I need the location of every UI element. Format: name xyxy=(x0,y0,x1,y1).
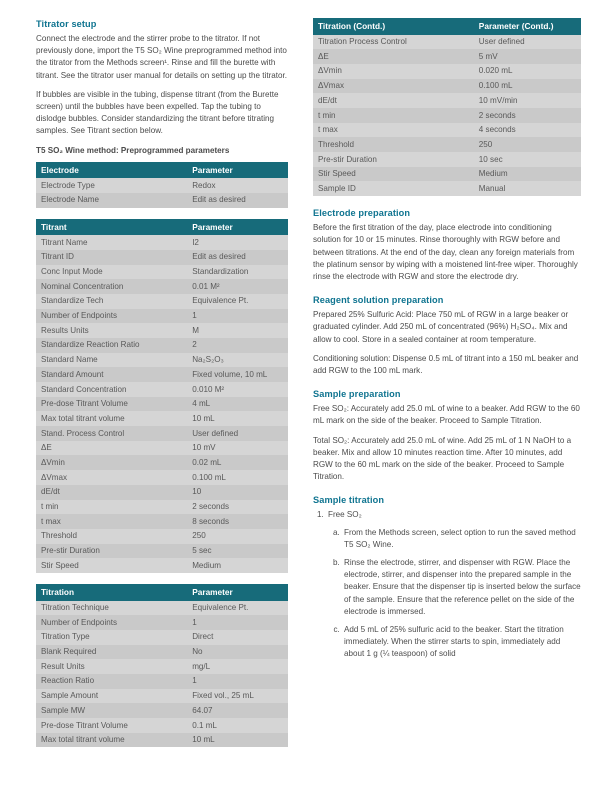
row-value: 4 mL xyxy=(187,397,288,412)
titrant-parameters-table xyxy=(36,219,288,573)
table-row xyxy=(36,265,288,280)
row-value: 0.010 M² xyxy=(187,382,288,397)
column-header-electrode: Electrode xyxy=(36,162,187,179)
column-header-titration-contd: Titration (Contd.) xyxy=(313,18,474,35)
table-row xyxy=(36,544,288,559)
heading-reagent-solution-preparation: Reagent solution preparation xyxy=(313,295,444,306)
row-value: 2 xyxy=(187,338,288,353)
row-label: Max total titrant volume xyxy=(36,733,187,748)
table-row xyxy=(313,123,581,138)
row-label: Pre-dose Titrant Volume xyxy=(36,718,187,733)
table-row xyxy=(36,441,288,456)
titrant-table-body xyxy=(36,235,288,573)
table-row xyxy=(313,93,581,108)
list-item: a. From the Methods screen, select option to run the saved method T5 SO₂ Wine. xyxy=(342,527,581,551)
row-label: Threshold xyxy=(313,137,474,152)
column-header-titration: Titration xyxy=(36,584,187,601)
table-header-row xyxy=(36,219,288,236)
row-label: Standard Concentration xyxy=(36,382,187,397)
titrator-setup-paragraph-2: If bubbles are visible in the tubing, dispense titrant (from the Burette screen) until the bubbles have been expelled. Tap the tubing to dislodge bubbles. Consider standardizing the titrant before titrating samples. See Titrant section below. xyxy=(36,89,279,136)
row-label: Results Units xyxy=(36,323,187,338)
table-row xyxy=(36,426,288,441)
table-row xyxy=(36,235,288,250)
row-value: 10 xyxy=(187,485,288,500)
row-value: Na₂S₂O₃ xyxy=(187,353,288,368)
table-row xyxy=(36,630,288,645)
row-label: Electrode Type xyxy=(36,178,187,193)
row-value: 0.02 mL xyxy=(187,455,288,470)
row-label: Sample ID xyxy=(313,181,474,196)
row-label: Pre-dose Titrant Volume xyxy=(36,397,187,412)
row-label: Sample MW xyxy=(36,703,187,718)
heading-electrode-preparation: Electrode preparation xyxy=(313,208,411,219)
row-label: Titrant ID xyxy=(36,250,187,265)
row-value: Redox xyxy=(187,178,288,193)
row-label: Pre-stir Duration xyxy=(313,152,474,167)
row-value: 250 xyxy=(187,529,288,544)
row-label: Sample Amount xyxy=(36,689,187,704)
table-row xyxy=(36,455,288,470)
table-row xyxy=(36,674,288,689)
row-label: Reaction Ratio xyxy=(36,674,187,689)
table-row xyxy=(36,529,288,544)
row-value: 0.100 mL xyxy=(474,79,581,94)
table-row xyxy=(313,181,581,196)
row-label: Stir Speed xyxy=(313,167,474,182)
row-label: Conc Input Mode xyxy=(36,265,187,280)
row-value: Edit as desired xyxy=(187,250,288,265)
row-value: Equivalence Pt. xyxy=(187,294,288,309)
row-label: Result Units xyxy=(36,659,187,674)
table-row xyxy=(313,79,581,94)
row-label: Number of Endpoints xyxy=(36,309,187,324)
table-row xyxy=(36,703,288,718)
row-value: Medium xyxy=(474,167,581,182)
row-value: 8 seconds xyxy=(187,514,288,529)
row-label: Nominal Concentration xyxy=(36,279,187,294)
row-value: mg/L xyxy=(187,659,288,674)
row-label: Stand. Process Control xyxy=(36,426,187,441)
table-row xyxy=(36,323,288,338)
right-column xyxy=(313,18,581,666)
row-label: ΔVmax xyxy=(36,470,187,485)
left-column xyxy=(36,18,288,758)
row-value: 0.1 mL xyxy=(187,718,288,733)
table-row xyxy=(36,338,288,353)
table-row xyxy=(36,367,288,382)
table-row xyxy=(36,294,288,309)
row-value: 10 sec xyxy=(474,152,581,167)
table-row xyxy=(36,733,288,748)
row-label: Standardize Tech xyxy=(36,294,187,309)
row-value: Equivalence Pt. xyxy=(187,601,288,616)
electrode-preparation-paragraph-1: Before the first titration of the day, place electrode into conditioning solution for 10 or 15 minutes. Rinse thoroughly with RGW before and between titrations. At the end of the day, clean any foreign materials from the platinum sensor by wiping with a moistened lint-free wiper. Thoroughly rinse the electrode with RGW and store the electrode dry. xyxy=(313,223,578,281)
table-row xyxy=(36,470,288,485)
titrator-setup-paragraph-1: Connect the electrode and the stirrer probe to the titrator. If not previously done, import the T5 SO₂ Wine preprogrammed method into the titrator from the Methods screen¹. Rinse and fill the burette with titrant. See the titrator user manual for details on setting up the titrator. xyxy=(36,34,288,80)
table-row xyxy=(36,558,288,573)
row-label: dE/dt xyxy=(313,93,474,108)
sample-preparation-paragraph-2: Total SO₂: Accurately add 25.0 mL of wine. Add 25 mL of 1 N NaOH to a beaker. Mix and allow 10 minutes reaction time. After 10 minutes, add RGW to the 60 mL mark on the side of the beaker. Proceed to Sample Titration. xyxy=(313,435,572,482)
reagent-preparation-paragraph-1: Prepared 25% Sulfuric Acid: Place 750 mL of RGW in a large beaker or graduated cylinder. Add 250 mL of concentrated (96%) H₂SO₄. Mix and allow to cool. Store in a sealed container at room temperature. xyxy=(313,310,569,344)
table-row xyxy=(36,615,288,630)
row-value: Direct xyxy=(187,630,288,645)
table-row xyxy=(36,279,288,294)
table-row xyxy=(36,309,288,324)
sample-preparation-paragraph-1: Free SO₂: Accurately add 25.0 mL of wine to a beaker. Add RGW to the 60 mL mark on the side of the beaker. Proceed to Sample Titration. xyxy=(313,404,580,426)
row-label: ΔVmax xyxy=(313,79,474,94)
titration-contd-parameters-table xyxy=(313,18,581,196)
table-row xyxy=(36,601,288,616)
table-row xyxy=(313,108,581,123)
row-value: 1 xyxy=(187,674,288,689)
table-row xyxy=(36,689,288,704)
row-label: Titrant Name xyxy=(36,235,187,250)
row-label: ΔE xyxy=(36,441,187,456)
table-row xyxy=(36,250,288,265)
list-item-label: Free SO₂ xyxy=(328,510,362,520)
column-header-parameter: Parameter xyxy=(187,584,288,601)
row-label: ΔVmin xyxy=(36,455,187,470)
row-label: Standard Name xyxy=(36,353,187,368)
row-value: 0.100 mL xyxy=(187,470,288,485)
heading-sample-titration: Sample titration xyxy=(313,495,385,506)
row-value: User defined xyxy=(474,35,581,50)
row-value: 0.020 mL xyxy=(474,64,581,79)
row-value: 10 mV xyxy=(187,441,288,456)
row-value: 2 seconds xyxy=(474,108,581,123)
row-label: t max xyxy=(36,514,187,529)
row-label: t min xyxy=(313,108,474,123)
table-header-row xyxy=(36,584,288,601)
column-header-parameter: Parameter xyxy=(187,162,288,179)
table-row xyxy=(36,193,288,208)
row-label: Pre-stir Duration xyxy=(36,544,187,559)
row-value: User defined xyxy=(187,426,288,441)
row-label: Titration Technique xyxy=(36,601,187,616)
row-label: Titration Process Control xyxy=(313,35,474,50)
row-value: 0.01 M² xyxy=(187,279,288,294)
row-value: I2 xyxy=(187,235,288,250)
column-header-titrant: Titrant xyxy=(36,219,187,236)
row-value: 1 xyxy=(187,309,288,324)
heading-titrator-setup: Titrator setup xyxy=(36,19,97,29)
table-row xyxy=(313,35,581,50)
table-row xyxy=(36,500,288,515)
row-value: 250 xyxy=(474,137,581,152)
titration-parameters-table xyxy=(36,584,288,747)
table-header-row xyxy=(36,162,288,179)
row-value: Edit as desired xyxy=(187,193,288,208)
list-item xyxy=(326,509,581,660)
column-header-parameter: Parameter xyxy=(187,219,288,236)
row-value: 10 mL xyxy=(187,411,288,426)
row-value: 5 mV xyxy=(474,49,581,64)
row-value: No xyxy=(187,645,288,660)
row-value: Medium xyxy=(187,558,288,573)
table-row xyxy=(313,49,581,64)
table-row xyxy=(313,137,581,152)
row-label: Number of Endpoints xyxy=(36,615,187,630)
row-label: t min xyxy=(36,500,187,515)
row-value: 10 mV/min xyxy=(474,93,581,108)
row-label: dE/dt xyxy=(36,485,187,500)
table-row xyxy=(313,64,581,79)
row-label: ΔE xyxy=(313,49,474,64)
row-value: 1 xyxy=(187,615,288,630)
row-value: 64.07 xyxy=(187,703,288,718)
row-label: Threshold xyxy=(36,529,187,544)
table-row xyxy=(36,178,288,193)
table-row xyxy=(36,397,288,412)
titration-contd-table-body xyxy=(313,35,581,197)
table-row xyxy=(36,514,288,529)
row-value: Standardization xyxy=(187,265,288,280)
row-label: Stir Speed xyxy=(36,558,187,573)
column-header-parameter-contd: Parameter (Contd.) xyxy=(474,18,581,35)
list-item: c. Add 5 mL of 25% sulfuric acid to the beaker. Start the titration immediately. When the stirrer starts to spin, immediately add about 1 g (¼ teaspoon) of solid xyxy=(342,624,581,661)
row-value: Manual xyxy=(474,181,581,196)
row-label: t max xyxy=(313,123,474,138)
reagent-preparation-paragraph-2: Conditioning solution: Dispense 0.5 mL of titrant into a 150 mL beaker and add RGW to the 100 mL mark. xyxy=(313,353,579,375)
table-row xyxy=(36,645,288,660)
list-item: b. Rinse the electrode, stirrer, and dispenser with RGW. Place the electrode, stirrer, and dispenser into the prepared sample in the beaker. Ensure that the dispenser tip is inserted below the surface of the sample. Ensure that the reference pellet on the side of the electrode is immersed. xyxy=(342,557,581,618)
table-row xyxy=(36,411,288,426)
titration-table-body xyxy=(36,601,288,748)
row-label: Titration Type xyxy=(36,630,187,645)
table-row xyxy=(36,382,288,397)
row-value: M xyxy=(187,323,288,338)
sample-titration-list xyxy=(313,509,581,660)
row-label: Standardize Reaction Ratio xyxy=(36,338,187,353)
row-value: 10 mL xyxy=(187,733,288,748)
table-row xyxy=(36,718,288,733)
row-value: 5 sec xyxy=(187,544,288,559)
electrode-parameters-table xyxy=(36,162,288,208)
table-row xyxy=(36,659,288,674)
table-row xyxy=(36,353,288,368)
heading-sample-preparation: Sample preparation xyxy=(313,389,401,400)
sample-titration-substep-list xyxy=(328,527,581,661)
row-value: Fixed volume, 10 mL xyxy=(187,367,288,382)
row-label: Standard Amount xyxy=(36,367,187,382)
row-label: Electrode Name xyxy=(36,193,187,208)
method-parameters-caption: T5 SO₂ Wine method: Preprogrammed parameters xyxy=(36,145,230,155)
row-label: Max total titrant volume xyxy=(36,411,187,426)
table-row xyxy=(313,152,581,167)
table-row xyxy=(36,485,288,500)
row-value: 4 seconds xyxy=(474,123,581,138)
row-label: ΔVmin xyxy=(313,64,474,79)
row-value: 2 seconds xyxy=(187,500,288,515)
table-row xyxy=(313,167,581,182)
row-label: Blank Required xyxy=(36,645,187,660)
table-header-row xyxy=(313,18,581,35)
row-value: Fixed vol., 25 mL xyxy=(187,689,288,704)
